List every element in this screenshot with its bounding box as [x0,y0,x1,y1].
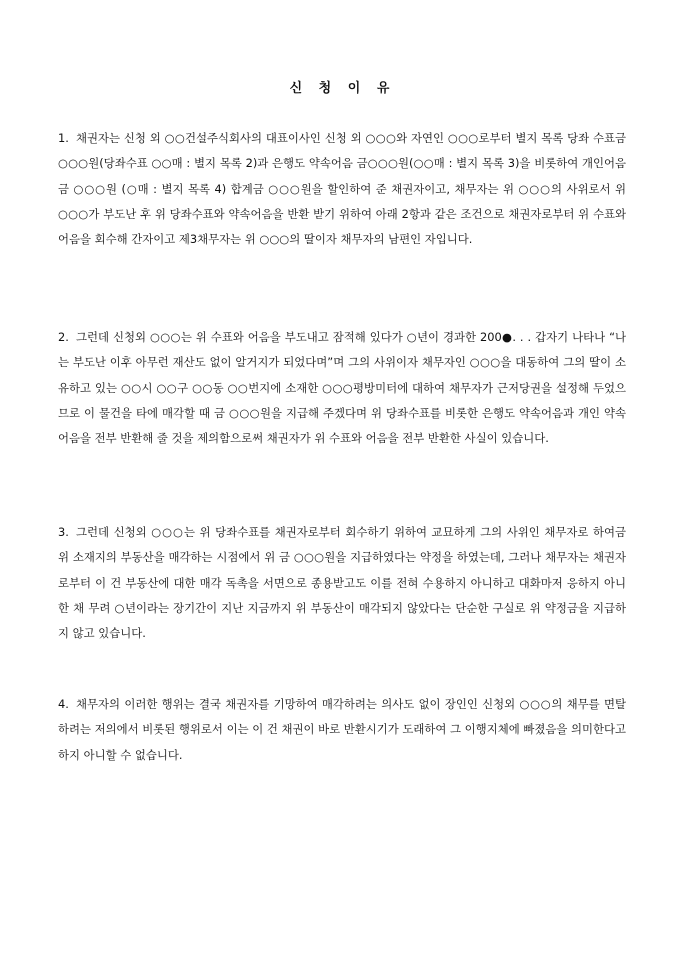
paragraph-2 [58,325,626,451]
paragraph-text: 그런데 신청외 ○○○는 위 당좌수표를 채권자로부터 회수하기 위하여 교묘하게 그의 사위인 채무자로 하여금 위 소재지의 부동산을 매각하는 시점에서 위 금 ○○○원을 지급하였다는 약정을 하였는데, 그러나 채무자는 채권자로부터 이 건 부동산에 대한 매각 독촉을 서면으로 종용받고도 이를 전혀 수용하지 아니하고 대화마저 응하지 아니한 채 무려 ○년이라는 장기간이 지난 지금까지 위 부동산이 매각되지 않았다는 단순한 구실로 위 약정금을 지급하지 않고 있습니다. [58,525,626,641]
paragraph-3 [58,520,626,646]
paragraph-4 [58,692,626,768]
paragraph-number: 1. [58,131,69,145]
paragraph-1 [58,126,626,252]
paragraph-number: 3. [58,525,69,539]
paragraph-number: 4. [58,697,69,711]
document-title: 신 청 이 유 [289,81,391,96]
paragraph-number: 2. [58,330,69,344]
paragraph-text: 채권자는 신청 외 ○○건설주식회사의 대표이사인 신청 외 ○○○와 자연인 ○○○로부터 별지 목록 당좌 수표금 ○○○원(당좌수표 ○○매 : 별지 목록 2)과 은행도 약속어음 금○○○원(○○매 : 별지 목록 3)을 비롯하여 개인어음 금 ○○○원 (○매 : 별지 목록 4) 합계금 ○○○원을 할인하여 준 채권자이고, 채무자는 위 ○○○의 사위로서 위 ○○○가 부도난 후 위 당좌수표와 약속어음을 반환 받기 위하여 아래 2항과 같은 조건으로 채권자로부터 위 수표와 어음을 회수해 간자이고 제3채무자는 위 ○○○의 딸이자 채무자의 남편인 자입니다. [58,131,626,247]
paragraph-text: 채무자의 이러한 행위는 결국 채권자를 기망하여 매각하려는 의사도 없이 장인인 신청외 ○○○의 채무를 면탈 하려는 저의에서 비롯된 행위로서 이는 이 건 채권이 바로 반환시기가 도래하여 그 이행지체에 빠졌음을 의미한다고 하지 아니할 수 없습니다. [58,697,626,762]
paragraph-text: 그런데 신청외 ○○○는 위 수표와 어음을 부도내고 잠적해 있다가 ○년이 경과한 200●. . . 갑자기 나타나 “나는 부도난 이후 아무런 재산도 없이 알거지가 되었다며”며 그의 사위이자 채무자인 ○○○을 대동하여 그의 딸이 소유하고 있는 ○○시 ○○구 ○○동 ○○번지에 소재한 ○○○평방미터에 대하여 채무자가 근저당권을 설정해 두었으므로 이 물건을 타에 매각할 때 금 ○○○원을 지급해 주겠다며 위 당좌수표를 비롯한 은행도 약속어음과 개인 약속어음을 전부 반환해 줄 것을 제의함으로써 채권자가 위 수표와 어음을 전부 반환한 사실이 있습니다. [58,330,626,446]
